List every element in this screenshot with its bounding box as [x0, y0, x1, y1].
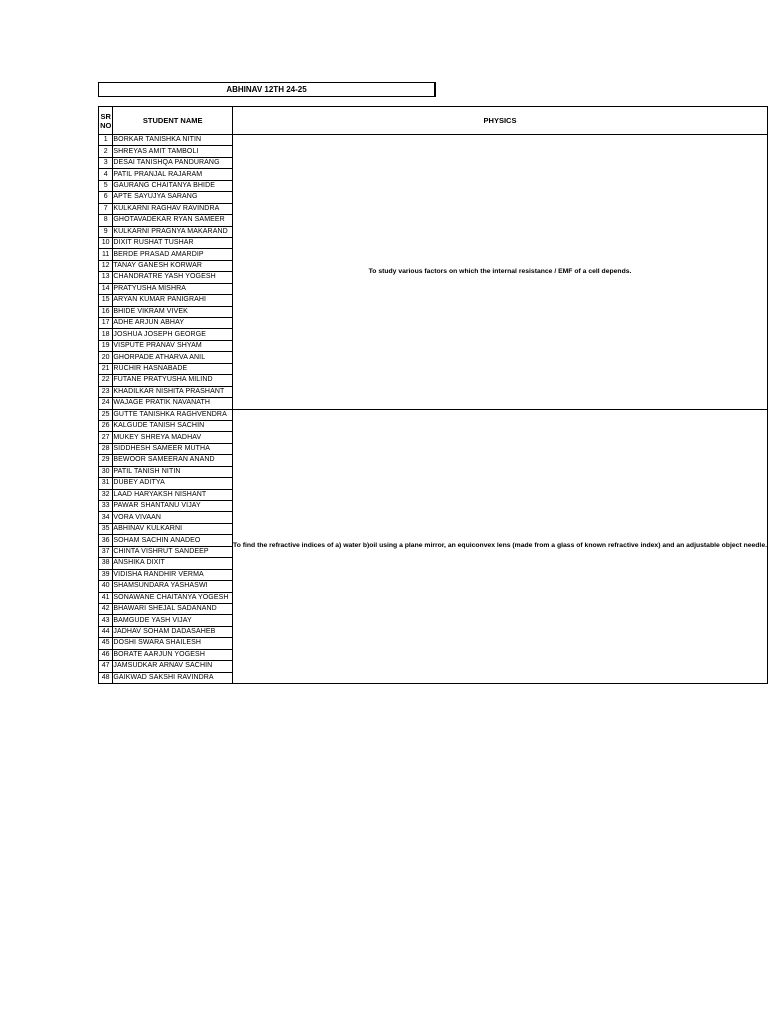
student-name-cell: GUTTE TANISHKA RAGHVENDRA [113, 409, 233, 420]
student-name-cell: BORKAR TANISHKA NITIN [113, 135, 233, 146]
sr-no-cell: 30 [99, 466, 113, 477]
student-name-cell: SIDDHESH SAMEER MUTHA [113, 443, 233, 454]
student-name-cell: KULKARNI PRAGNYA MAKARAND [113, 226, 233, 237]
physics-header: PHYSICS [233, 107, 768, 135]
student-name-cell: VIDISHA RANDHIR VERMA [113, 569, 233, 580]
sr-no-cell: 4 [99, 169, 113, 180]
sr-no-cell: 44 [99, 626, 113, 637]
student-name-cell: JOSHUA JOSEPH GEORGE [113, 329, 233, 340]
physics-experiment-cell: To find the refractive indices of a) water b)oil using a plane mirror, an equiconvex lens (made from a glass of known refractive index) and an adjustable object needle. [233, 409, 768, 684]
sr-no-cell: 33 [99, 501, 113, 512]
sr-no-cell: 12 [99, 260, 113, 271]
sr-no-cell: 46 [99, 649, 113, 660]
student-name-cell: DUBEY ADITYA [113, 478, 233, 489]
student-name-cell: GAURANG CHAITANYA BHIDE [113, 180, 233, 191]
table-row [99, 135, 768, 146]
sr-no-cell: 41 [99, 592, 113, 603]
sr-no-cell: 16 [99, 306, 113, 317]
student-name-cell: SHAMSUNDARA YASHASWI [113, 581, 233, 592]
student-name-cell: APTE SAYUJYA SARANG [113, 192, 233, 203]
student-name-cell: KALGUDE TANISH SACHIN [113, 420, 233, 431]
sr-no-cell: 28 [99, 443, 113, 454]
sr-no-cell: 19 [99, 340, 113, 351]
sr-no-cell: 35 [99, 523, 113, 534]
sheet-title: ABHINAV 12TH 24-25 [98, 82, 436, 97]
student-name-cell: PATIL PRANJAL RAJARAM [113, 169, 233, 180]
student-name-cell: GHORPADE ATHARVA ANIL [113, 352, 233, 363]
student-name-cell: SHREYAS AMIT TAMBOLI [113, 146, 233, 157]
student-name-cell: GHOTAVADEKAR RYAN SAMEER [113, 215, 233, 226]
sr-no-cell: 37 [99, 546, 113, 557]
sr-no-cell: 6 [99, 192, 113, 203]
sr-no-cell: 47 [99, 661, 113, 672]
student-name-cell: DOSHI SWARA SHAILESH [113, 638, 233, 649]
student-name-header: STUDENT NAME [113, 107, 233, 135]
sr-no-cell: 26 [99, 420, 113, 431]
sr-no-cell: 42 [99, 603, 113, 614]
student-name-cell: GAIKWAD SAKSHI RAVINDRA [113, 672, 233, 683]
student-name-cell: JAMSUDKAR ARNAV SACHIN [113, 661, 233, 672]
header-row [99, 107, 768, 135]
student-name-cell: SONAWANE CHAITANYA YOGESH [113, 592, 233, 603]
student-name-cell: CHINTA VISHRUT SANDEEP [113, 546, 233, 557]
sr-no-cell: 45 [99, 638, 113, 649]
sr-no-cell: 31 [99, 478, 113, 489]
sr-no-cell: 20 [99, 352, 113, 363]
student-name-cell: CHANDRATRE YASH YOGESH [113, 272, 233, 283]
sr-no-cell: 14 [99, 283, 113, 294]
sr-no-cell: 5 [99, 180, 113, 191]
sr-no-cell: 15 [99, 295, 113, 306]
student-name-cell: FUTANE PRATYUSHA MILIND [113, 375, 233, 386]
sr-no-cell: 39 [99, 569, 113, 580]
student-name-cell: ADHE ARJUN ABHAY [113, 318, 233, 329]
student-name-cell: LAAD HARYAKSH NISHANT [113, 489, 233, 500]
student-rows [99, 135, 768, 684]
student-name-cell: ANSHIKA DIXIT [113, 558, 233, 569]
student-name-cell: WAJAGE PRATIK NAVANATH [113, 398, 233, 409]
student-name-cell: KULKARNI RAGHAV RAVINDRA [113, 203, 233, 214]
student-name-cell: BHAWARI SHEJAL SADANAND [113, 603, 233, 614]
sr-no-cell: 11 [99, 249, 113, 260]
student-name-cell: BHIDE VIKRAM VIVEK [113, 306, 233, 317]
sr-no-cell: 9 [99, 226, 113, 237]
student-name-cell: DESAI TANISHQA PANDURANG [113, 157, 233, 168]
sr-no-cell: 27 [99, 432, 113, 443]
sr-no-cell: 3 [99, 157, 113, 168]
sr-no-cell: 48 [99, 672, 113, 683]
sr-no-cell: 23 [99, 386, 113, 397]
student-name-cell: SOHAM SACHIN ANADEO [113, 535, 233, 546]
sr-no-cell: 7 [99, 203, 113, 214]
sr-no-header: SR NO [99, 107, 113, 135]
sr-no-cell: 40 [99, 581, 113, 592]
sr-no-cell: 29 [99, 455, 113, 466]
student-name-cell: MUKEY SHREYA MADHAV [113, 432, 233, 443]
table-row [99, 409, 768, 420]
sr-no-cell: 22 [99, 375, 113, 386]
physics-experiment-cell: To study various factors on which the internal resistance / EMF of a cell depends. [233, 135, 768, 410]
sr-no-cell: 8 [99, 215, 113, 226]
student-name-cell: VORA VIVAAN [113, 512, 233, 523]
student-table [98, 106, 768, 684]
student-name-cell: PATIL TANISH NITIN [113, 466, 233, 477]
sr-no-cell: 13 [99, 272, 113, 283]
student-name-cell: RUCHIR HASNABADE [113, 363, 233, 374]
sr-no-cell: 18 [99, 329, 113, 340]
student-name-cell: KHADILKAR NISHITA PRASHANT [113, 386, 233, 397]
sr-no-cell: 36 [99, 535, 113, 546]
student-name-cell: PRATYUSHA MISHRA [113, 283, 233, 294]
sr-no-cell: 17 [99, 318, 113, 329]
student-name-cell: ARYAN KUMAR PANIGRAHI [113, 295, 233, 306]
sr-no-cell: 43 [99, 615, 113, 626]
student-name-cell: DIXIT RUSHAT TUSHAR [113, 237, 233, 248]
student-name-cell: ABHINAV KULKARNI [113, 523, 233, 534]
student-name-cell: TANAY GANESH KORWAR [113, 260, 233, 271]
sr-no-cell: 1 [99, 135, 113, 146]
sr-no-cell: 38 [99, 558, 113, 569]
student-name-cell: VISPUTE PRANAV SHYAM [113, 340, 233, 351]
sr-no-cell: 21 [99, 363, 113, 374]
student-name-cell: BEWOOR SAMEERAN ANAND [113, 455, 233, 466]
sr-no-cell: 34 [99, 512, 113, 523]
sr-no-cell: 24 [99, 398, 113, 409]
student-name-cell: PAWAR SHANTANU VIJAY [113, 501, 233, 512]
student-name-cell: JADHAV SOHAM DADASAHEB [113, 626, 233, 637]
student-name-cell: BORATE AARJUN YOGESH [113, 649, 233, 660]
student-name-cell: BAMGUDE YASH VIJAY [113, 615, 233, 626]
sr-no-cell: 10 [99, 237, 113, 248]
sr-no-cell: 25 [99, 409, 113, 420]
sr-no-cell: 2 [99, 146, 113, 157]
student-name-cell: BERDE PRASAD AMARDIP [113, 249, 233, 260]
sr-no-cell: 32 [99, 489, 113, 500]
